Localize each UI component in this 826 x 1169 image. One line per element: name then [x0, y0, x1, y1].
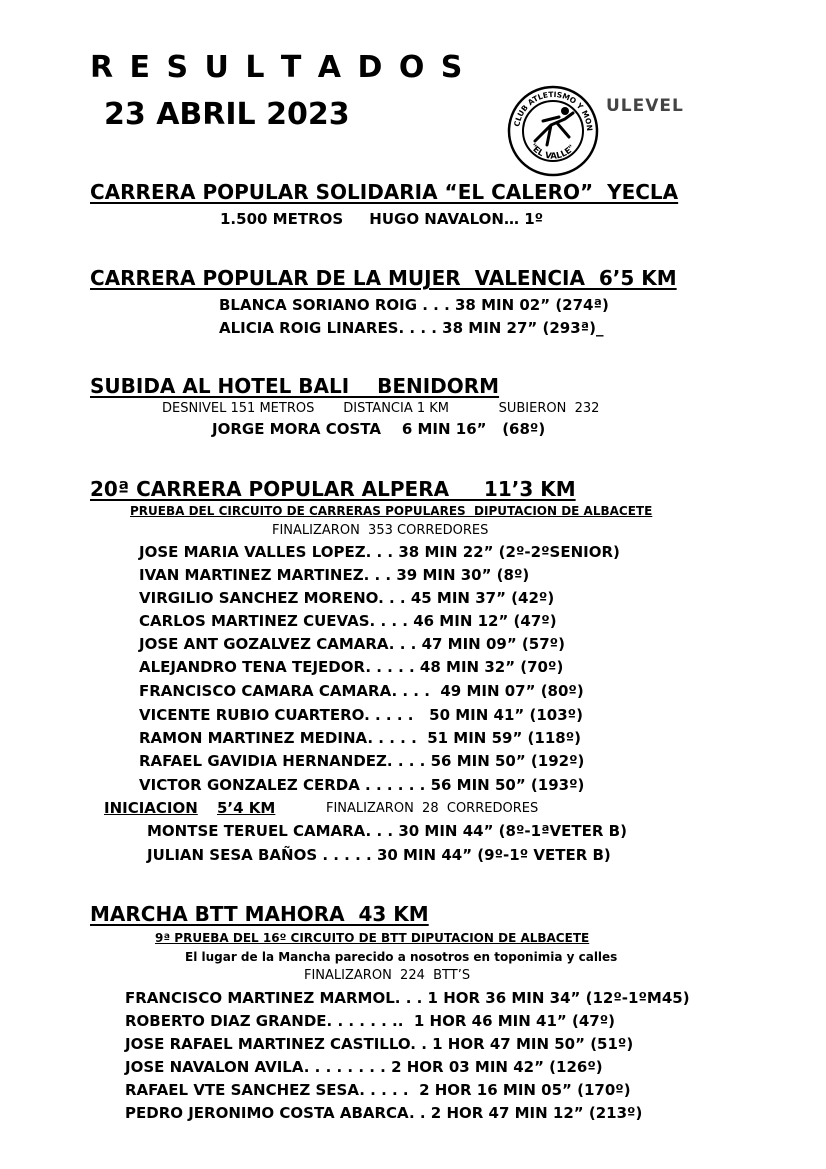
result-row: VICTOR GONZALEZ CERDA . . . . . . 56 MIN 50” (193º)	[139, 776, 585, 794]
heading-mujer: CARRERA POPULAR DE LA MUJER VALENCIA 6’5 KM	[90, 266, 677, 290]
alpera-subtitle: PRUEBA DEL CIRCUITO DE CARRERAS POPULARES DIPUTACION DE ALBACETE	[130, 504, 653, 518]
svg-text:"EL VALLE": "EL VALLE"	[527, 141, 578, 162]
iniciacion-finished: FINALIZARON 28 CORREDORES	[326, 801, 539, 816]
bali-result: JORGE MORA COSTA 6 MIN 16” (68º)	[212, 420, 546, 438]
calero-result: 1.500 METROS HUGO NAVALON… 1º	[220, 210, 544, 228]
result-row: BLANCA SORIANO ROIG . . . 38 MIN 02” (274ª)	[219, 296, 609, 314]
result-row: ALICIA ROIG LINARES. . . . 38 MIN 27” (293ª)_	[219, 319, 604, 337]
result-row: JOSE RAFAEL MARTINEZ CASTILLO. . 1 HOR 47 MIN 50” (51º)	[125, 1035, 634, 1053]
bali-info: DESNIVEL 151 METROS DISTANCIA 1 KM SUBIERON 232	[162, 401, 600, 416]
heading-calero: CARRERA POPULAR SOLIDARIA “EL CALERO” YECLA	[90, 180, 679, 204]
sponsor-logo: ULEVEL	[606, 96, 684, 116]
result-row: PEDRO JERONIMO COSTA ABARCA. . 2 HOR 47 MIN 12” (213º)	[125, 1104, 643, 1122]
heading-bali: SUBIDA AL HOTEL BALI BENIDORM	[90, 374, 500, 398]
result-row: VIRGILIO SANCHEZ MORENO. . . 45 MIN 37” (42º)	[139, 589, 555, 607]
result-row: CARLOS MARTINEZ CUEVAS. . . . 46 MIN 12” (47º)	[139, 612, 557, 630]
result-row: JOSE MARIA VALLES LOPEZ. . . 38 MIN 22” (2º-2ºSENIOR)	[139, 543, 620, 561]
result-row: MONTSE TERUEL CAMARA. . . 30 MIN 44” (8º-1ªVETER B)	[147, 822, 627, 840]
result-row: IVAN MARTINEZ MARTINEZ. . . 39 MIN 30” (8º)	[139, 566, 530, 584]
result-row: RAFAEL GAVIDIA HERNANDEZ. . . . 56 MIN 50” (192º)	[139, 752, 585, 770]
result-row: ROBERTO DIAZ GRANDE. . . . . . .. 1 HOR 46 MIN 41” (47º)	[125, 1012, 616, 1030]
result-row: VICENTE RUBIO CUARTERO. . . . . 50 MIN 41” (103º)	[139, 706, 583, 724]
result-row: ALEJANDRO TENA TEJEDOR. . . . . 48 MIN 32” (70º)	[139, 658, 564, 676]
heading-alpera: 20ª CARRERA POPULAR ALPERA 11’3 KM	[90, 477, 576, 501]
result-row: JOSE ANT GOZALVEZ CAMARA. . . 47 MIN 09” (57º)	[139, 635, 565, 653]
result-row: RAFAEL VTE SANCHEZ SESA. . . . . 2 HOR 16 MIN 05” (170º)	[125, 1081, 631, 1099]
mahora-note: El lugar de la Mancha parecido a nosotros en toponimia y calles	[185, 950, 618, 964]
page-title: R E S U L T A D O S	[90, 50, 463, 85]
alpera-finished: FINALIZARON 353 CORREDORES	[272, 523, 489, 538]
club-logo	[497, 66, 595, 162]
heading-mahora: MARCHA BTT MAHORA 43 KM	[90, 902, 429, 926]
result-row: JULIAN SESA BAÑOS . . . . . 30 MIN 44” (9º-1º VETER B)	[147, 846, 611, 864]
result-row: JOSE NAVALON AVILA. . . . . . . . 2 HOR 03 MIN 42” (126º)	[125, 1058, 603, 1076]
page-date: 23 ABRIL 2023	[104, 97, 350, 132]
svg-text:CLUB ATLETISMO Y MONTAÑA: CLUB ATLETISMO Y MON	[512, 89, 595, 132]
result-row: FRANCISCO MARTINEZ MARMOL. . . 1 HOR 36 MIN 34” (12º-1ºM45)	[125, 989, 690, 1007]
result-row: FRANCISCO CAMARA CAMARA. . . . 49 MIN 07” (80º)	[139, 682, 584, 700]
result-row: RAMON MARTINEZ MEDINA. . . . . 51 MIN 59” (118º)	[139, 729, 582, 747]
iniciacion-label: INICIACION	[104, 799, 198, 817]
club-logo-emblem	[507, 85, 599, 177]
iniciacion-distance: 5’4 KM	[217, 799, 276, 817]
mahora-finished: FINALIZARON 224 BTT’S	[304, 968, 471, 983]
mahora-subtitle: 9ª PRUEBA DEL 16º CIRCUITO DE BTT DIPUTACION DE ALBACETE	[155, 931, 590, 945]
